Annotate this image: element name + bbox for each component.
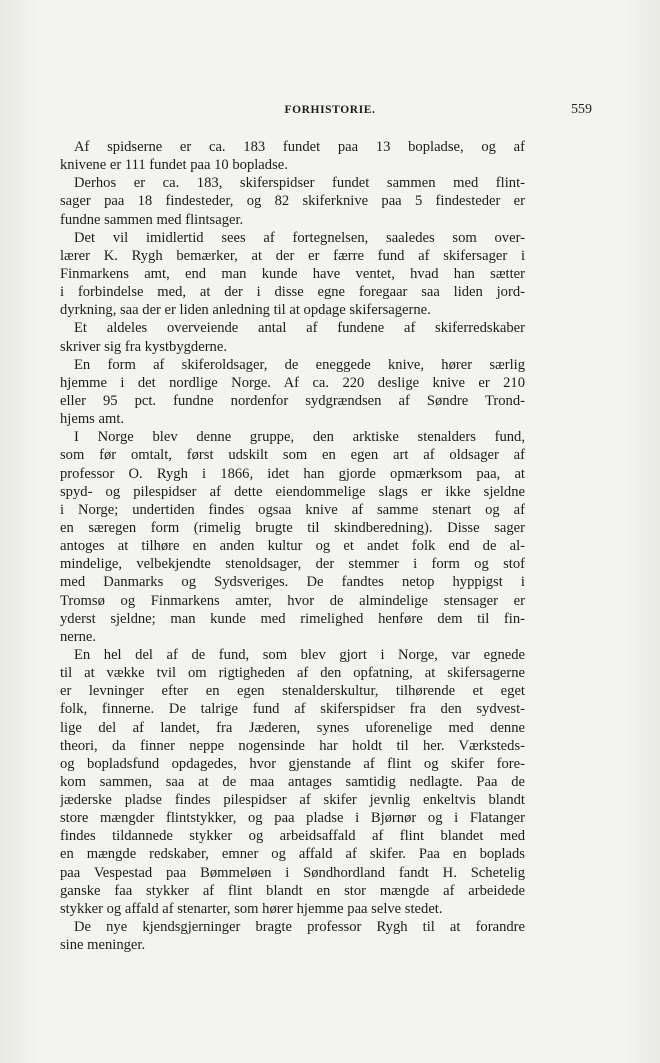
text-line: i forbindelse med, at der i disse egne foregaar saa liden jord- bbox=[60, 284, 525, 301]
text-line: Finmarkens amt, end man kunde have ventet, hvad han sætter bbox=[60, 265, 525, 282]
text-line: mindelige, velbekjendte stenoldsager, der stemmer i form og stof bbox=[60, 556, 525, 573]
text-line: knivene er 111 fundet paa 10 bopladse. bbox=[60, 157, 288, 174]
text-line: hjems amt. bbox=[60, 411, 125, 428]
text-line: kom sammen, saa at de maa antages samtidig nedlagte. Paa de bbox=[60, 773, 525, 790]
text-line: professor O. Rygh i 1866, idet han gjorde opmærksom paa, at bbox=[60, 465, 525, 482]
text-line: yderst sjeldne; man kunde med rimelighed henføre dem til fin- bbox=[60, 610, 525, 627]
page-title: FORHISTORIE. bbox=[284, 104, 376, 116]
text-line: og bopladsfund opdagedes, hvor gjenstande af flint og skifer fore- bbox=[60, 755, 525, 772]
text-line: i Norge; undertiden findes ogsaa knive af samme stenart og af bbox=[60, 501, 525, 518]
text-line: ganske faa stykker af flint blandt en stor mængde af arbeidede bbox=[60, 882, 525, 899]
text-line: En form af skiferoldsager, de eneggede knive, hører særlig bbox=[74, 356, 525, 373]
text-line: eller 95 pct. fundne nordenfor sydgrændsen af Søndre Trond- bbox=[60, 392, 525, 409]
body-text bbox=[60, 138, 525, 954]
text-line: fundne sammen med flintsager. bbox=[60, 211, 244, 228]
text-line: De nye kjendsgjerninger bragte professor Rygh til at forandre bbox=[74, 919, 525, 936]
text-line: til at vække tvil om rigtigheden af den opfatning, at skifersagerne bbox=[60, 665, 525, 682]
running-header bbox=[60, 104, 600, 124]
text-line: Derhos er ca. 183, skiferspidser fundet sammen med flint- bbox=[74, 175, 525, 192]
text-line: en særegen form (rimelig brugte til skindberedning). Disse sager bbox=[60, 519, 525, 536]
text-line: sine meninger. bbox=[60, 937, 146, 954]
text-line: stykker og affald af stenarter, som hører hjemme paa selve stedet. bbox=[60, 900, 443, 917]
text-line: folk, finnerne. De talrige fund af skiferspidser fra den sydvest- bbox=[60, 701, 525, 718]
page-number: 559 bbox=[571, 102, 592, 117]
text-line: dyrkning, saa der er liden anledning til at opdage skifersagerne. bbox=[60, 302, 431, 319]
text-line: jæderske pladse findes pilespidser af skifer jevnlig enkeltvis blandt bbox=[60, 792, 525, 809]
text-line: findes tildannede stykker og arbeidsaffald af flint blandet med bbox=[60, 828, 525, 845]
text-line: sager paa 18 findesteder, og 82 skiferknive paa 5 findesteder er bbox=[60, 193, 525, 210]
text-line: Af spidserne er ca. 183 fundet paa 13 bopladse, og af bbox=[74, 139, 525, 155]
text-line: lærer K. Rygh bemærker, at der er færre fund af skifersager i bbox=[60, 247, 525, 264]
text-line: Tromsø og Finmarkens amter, hvor de almindelige stensager er bbox=[60, 592, 525, 609]
text-line: lige del af landet, fra Jæderen, synes uforenelige med denne bbox=[60, 719, 525, 736]
text-line: en mængde redskaber, emner og affald af skifer. Paa en boplads bbox=[60, 846, 525, 863]
text-line: er levninger efter en egen stenalderskultur, tilhørende et eget bbox=[60, 683, 525, 700]
text-line: hjemme i det nordlige Norge. Af ca. 220 deslige knive er 210 bbox=[60, 374, 525, 391]
text-line: I Norge blev denne gruppe, den arktiske stenalders fund, bbox=[74, 429, 525, 446]
text-line: spyd- og pilespidser af dette eiendommelige slags er ikke sjeldne bbox=[60, 483, 525, 500]
text-line: med Danmarks og Sydsveriges. De fandtes netop hyppigst i bbox=[60, 574, 525, 591]
text-line: theori, da finner neppe nogensinde har holdt til her. Værksteds- bbox=[60, 737, 525, 754]
text-line: nerne. bbox=[60, 628, 97, 645]
text-line: skriver sig fra kystbygderne. bbox=[60, 338, 227, 355]
text-line: antoges at tilhøre en anden kultur og et andet folk end de al- bbox=[60, 538, 525, 555]
text-line: Et aldeles overveiende antal af fundene af skiferredskaber bbox=[74, 320, 525, 337]
text-line: paa Vespestad paa Bømmeløen i Søndhordland fandt H. Schetelig bbox=[60, 864, 525, 881]
text-line: store mængder flintstykker, og paa pladse i Bjørnør og i Flatanger bbox=[60, 810, 525, 827]
text-line: som før omtalt, først udskilt som en egen art af oldsager af bbox=[60, 447, 525, 464]
text-line: En hel del af de fund, som blev gjort i Norge, var egnede bbox=[74, 646, 525, 663]
text-line: Det vil imidlertid sees af fortegnelsen, saaledes som over- bbox=[74, 229, 525, 246]
